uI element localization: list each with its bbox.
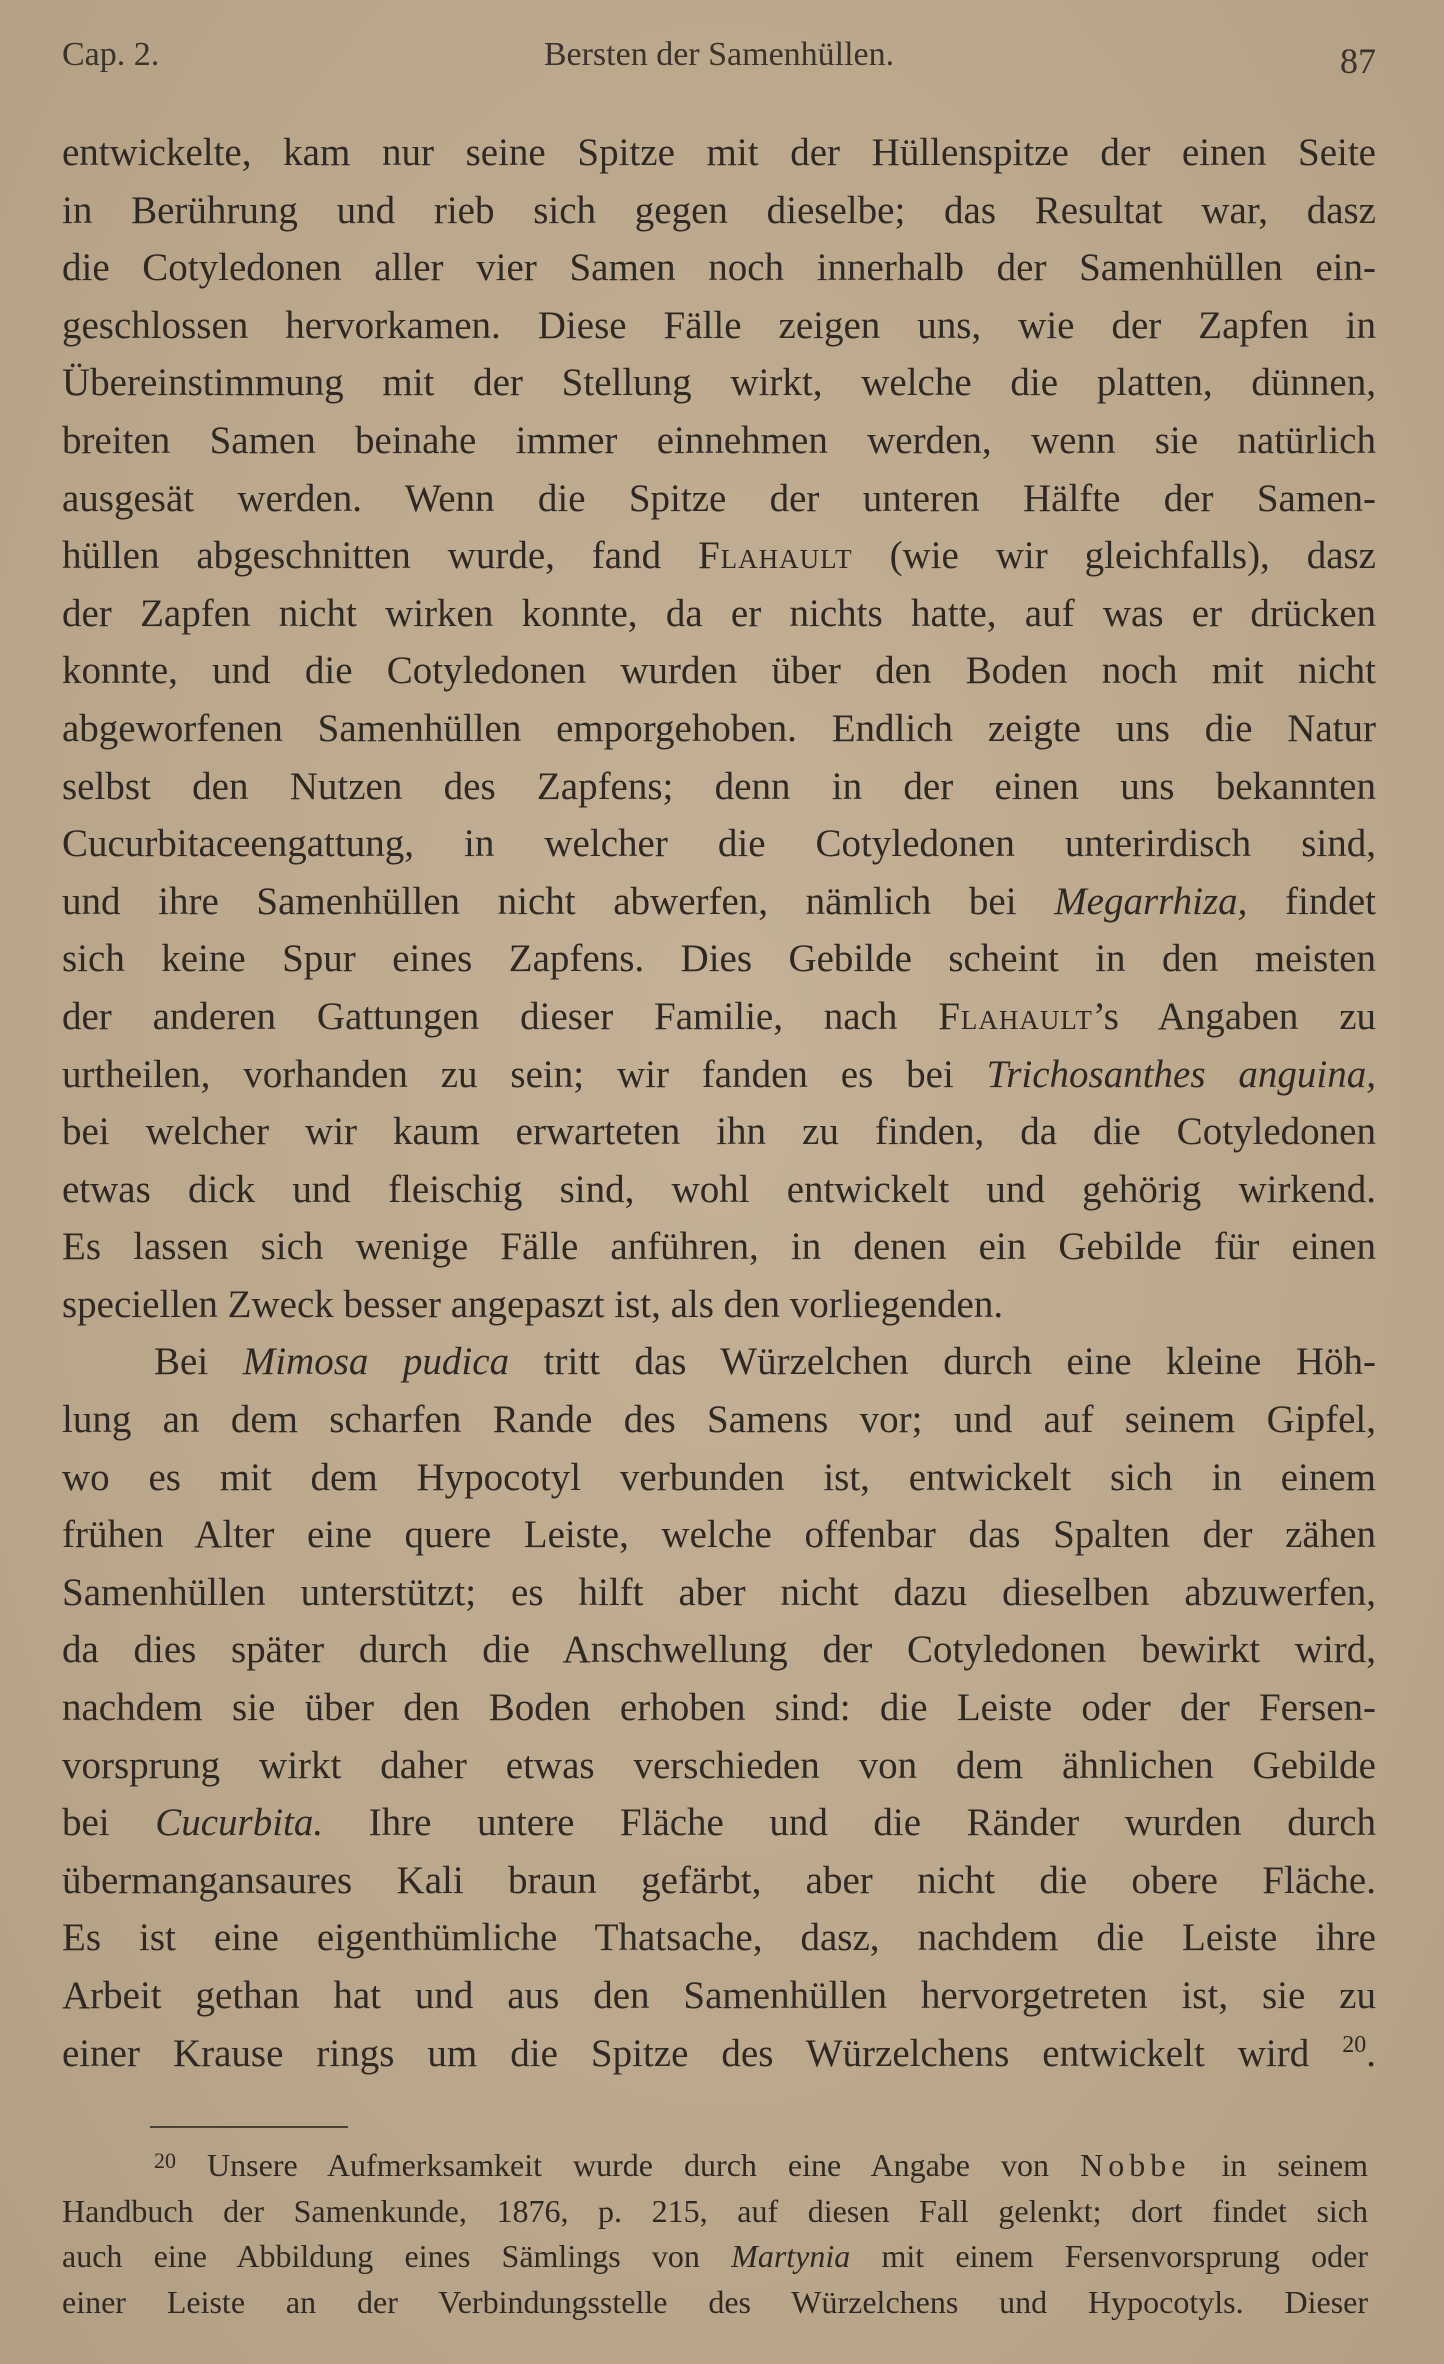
text-line: geschlossen hervorkamen. Diese Fälle zeigen uns, wie der Zapfen in bbox=[62, 303, 1376, 347]
text-line: frühen Alter eine quere Leiste, welche offenbar das Spalten der zähen bbox=[62, 1513, 1376, 1557]
text-segment: auch eine Abbildung eines Sämlings von bbox=[62, 2238, 700, 2274]
text-segment: der anderen Gattungen dieser Familie, nach bbox=[62, 994, 898, 1038]
text-line: Samenhüllen unterstützt; es hilft aber nicht dazu dieselben abzuwerfen, bbox=[62, 1570, 1376, 1614]
species-name: Trichosanthes anguina, bbox=[986, 1052, 1376, 1096]
species-name: Martynia bbox=[731, 2238, 851, 2274]
text-line: entwickelte, kam nur seine Spitze mit der Hüllenspitze der einen Seite bbox=[62, 131, 1376, 174]
text-line: in Berührung und rieb sich gegen dieselbe; das Resultat war, dasz bbox=[62, 188, 1376, 232]
author-name: Flahault bbox=[938, 994, 1093, 1038]
footnote bbox=[62, 2143, 1368, 2325]
text-line: übermangansaures Kali braun gefärbt, aber nicht die obere Fläche. bbox=[62, 1858, 1376, 1902]
text-line: der Zapfen nicht wirken konnte, da er nichts hatte, auf was er drücken bbox=[62, 591, 1376, 635]
text-line: abgeworfenen Samenhüllen emporgehoben. Endlich zeigte uns die Natur bbox=[62, 706, 1376, 750]
text-line: nachdem sie über den Boden erhoben sind: die Leiste oder der Fersen- bbox=[62, 1686, 1376, 1730]
species-name: Cucurbita. bbox=[155, 1801, 324, 1845]
footnote-line bbox=[62, 2143, 1368, 2189]
text-segment: bei bbox=[62, 1801, 110, 1845]
text-line bbox=[62, 1794, 1376, 1852]
species-name: Megarrhiza, bbox=[1054, 879, 1248, 923]
text-line: Cucurbitaceengattung, in welcher die Cotyledonen unterirdisch sind, bbox=[62, 822, 1376, 866]
text-segment: Ihre untere Fläche und die Ränder wurden durch bbox=[368, 1801, 1377, 1845]
running-head bbox=[62, 36, 1376, 86]
text-line: speciellen Zweck besser angepaszt ist, als den vorliegenden. bbox=[62, 1282, 1004, 1326]
text-line: Übereinstimmung mit der Stellung wirkt, welche die platten, dünnen, bbox=[62, 361, 1376, 405]
footnote-reference: 20 bbox=[1342, 2031, 1367, 2058]
species-name: Mimosa pudica bbox=[242, 1340, 510, 1384]
text-segment: in seinem bbox=[1221, 2147, 1369, 2183]
text-segment: (wie wir gleichfalls), dasz bbox=[889, 534, 1376, 578]
footnote-line bbox=[62, 2234, 1368, 2280]
text-segment: findet bbox=[1285, 879, 1376, 923]
text-segment: urtheilen, vorhanden zu sein; wir fanden es bei bbox=[62, 1052, 954, 1096]
text-line: ausgesät werden. Wenn die Spitze der unteren Hälfte der Samen- bbox=[62, 476, 1376, 520]
text-segment: hüllen abgeschnitten wurde, fand bbox=[62, 534, 662, 578]
text-segment: einer Krause rings um die Spitze des Würzelchens entwickelt wird bbox=[62, 2031, 1310, 2075]
text-segment: ’s Angaben zu bbox=[1092, 994, 1377, 1038]
text-line bbox=[62, 2025, 1376, 2083]
text-line: da dies später durch die Anschwellung der Cotyledonen bewirkt wird, bbox=[62, 1628, 1376, 1672]
footnote-line: einer Leiste an der Verbindungsstelle des Würzelchens und Hypocotyls. Dieser bbox=[62, 2283, 1368, 2320]
text-line: vorsprung wirkt daher etwas verschieden von dem ähnlichen Gebilde bbox=[62, 1743, 1376, 1787]
text-line bbox=[62, 873, 1376, 931]
text-line bbox=[62, 527, 1376, 585]
text-segment: und ihre Samenhüllen nicht abwerfen, nämlich bei bbox=[62, 879, 1017, 923]
footnote-mark: 20 bbox=[154, 2148, 176, 2173]
text-line: breiten Samen beinahe immer einnehmen werden, wenn sie natürlich bbox=[62, 418, 1376, 462]
text-segment: . bbox=[1366, 2031, 1376, 2075]
text-line: Arbeit gethan hat und aus den Samenhüllen hervorgetreten ist, sie zu bbox=[62, 1974, 1376, 2017]
running-title: Bersten der Samenhüllen. bbox=[543, 36, 895, 73]
text-line bbox=[62, 988, 1376, 1046]
author-name: Flahault bbox=[697, 534, 853, 578]
text-segment: mit einem Fersenvorsprung oder bbox=[881, 2238, 1369, 2274]
text-segment: tritt das Würzelchen durch eine kleine Höh- bbox=[543, 1340, 1377, 1384]
text-line: bei welcher wir kaum erwarteten ihn zu finden, da die Cotyledonen bbox=[62, 1110, 1376, 1154]
author-name: Nobbe bbox=[1080, 2147, 1191, 2183]
text-line: die Cotyledonen aller vier Samen noch innerhalb der Samenhüllen ein- bbox=[62, 246, 1376, 290]
text-line: Es ist eine eigenthümliche Thatsache, dasz, nachdem die Leiste ihre bbox=[62, 1916, 1376, 1960]
text-line: lung an dem scharfen Rande des Samens vor; und auf seinem Gipfel, bbox=[62, 1398, 1376, 1442]
text-line bbox=[62, 1046, 1376, 1104]
text-segment: Bei bbox=[154, 1340, 209, 1384]
text-line: konnte, und die Cotyledonen wurden über den Boden noch mit nicht bbox=[62, 649, 1376, 693]
body-text bbox=[62, 124, 1376, 2082]
text-line: wo es mit dem Hypocotyl verbunden ist, entwickelt sich in einem bbox=[62, 1455, 1376, 1499]
text-line: Es lassen sich wenige Fälle anführen, in denen ein Gebilde für einen bbox=[62, 1225, 1376, 1269]
text-line bbox=[62, 1333, 1376, 1391]
text-line: selbst den Nutzen des Zapfens; denn in der einen uns bekannten bbox=[62, 764, 1376, 808]
text-segment: Unsere Aufmerksamkeit wurde durch eine Angabe von bbox=[207, 2147, 1050, 2183]
page-number: 87 bbox=[1340, 41, 1376, 81]
footnote-divider bbox=[150, 2126, 348, 2128]
text-line: etwas dick und fleischig sind, wohl entwickelt und gehörig wirkend. bbox=[62, 1167, 1376, 1211]
footnote-line: Handbuch der Samenkunde, 1876, p. 215, auf diesen Fall gelenkt; dort findet sich bbox=[62, 2192, 1368, 2229]
chapter-label: Cap. 2. bbox=[62, 36, 160, 73]
text-line: sich keine Spur eines Zapfens. Dies Gebilde scheint in den meisten bbox=[62, 937, 1376, 981]
